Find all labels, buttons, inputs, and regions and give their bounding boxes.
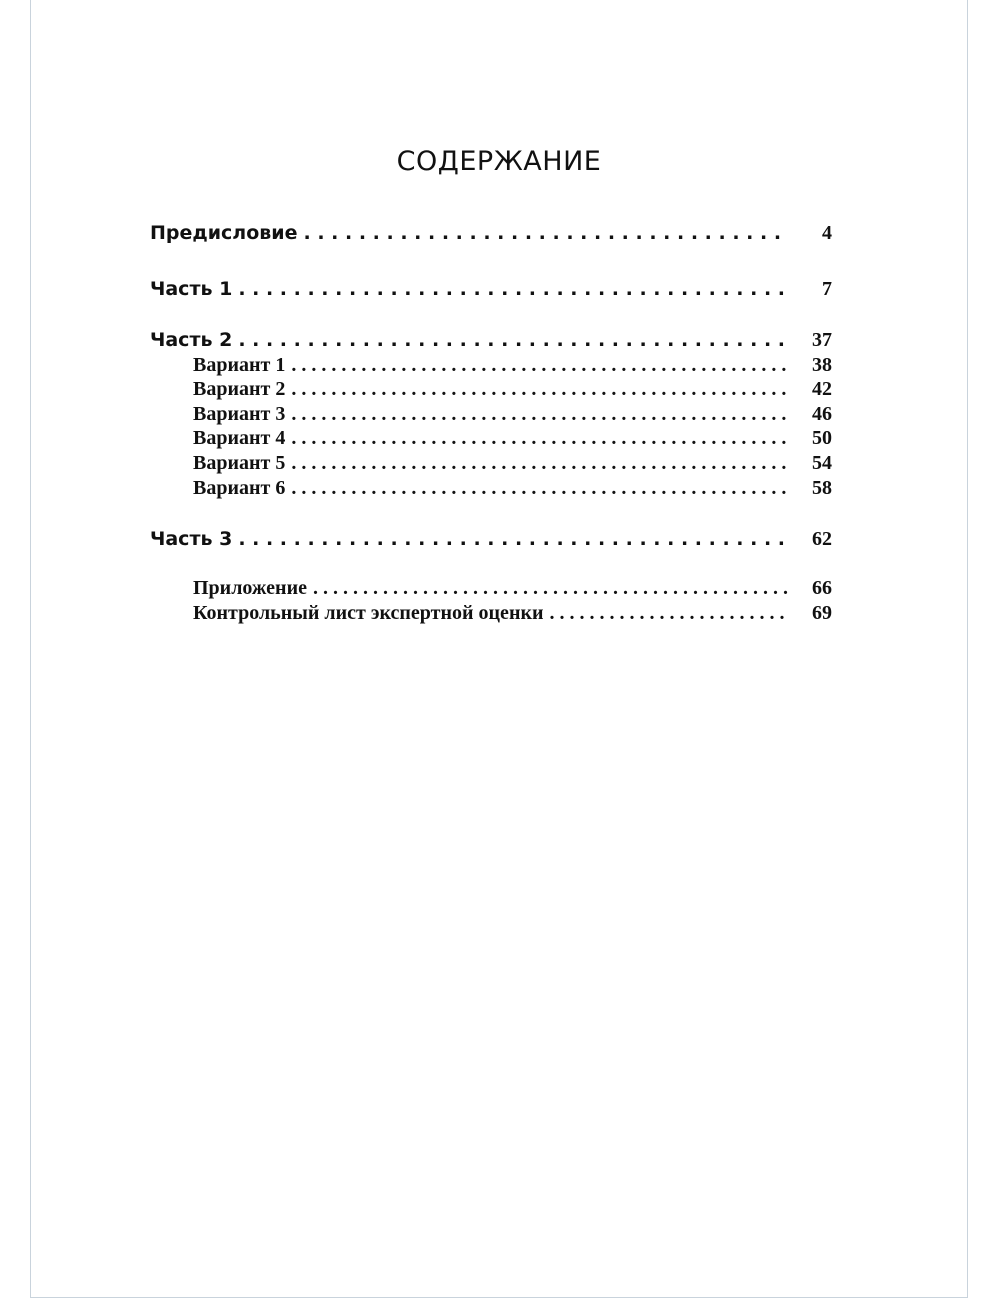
- toc-entry-variant-3: [193, 403, 832, 429]
- dot-leader: [291, 354, 788, 377]
- dot-leader: [313, 577, 788, 600]
- toc-entry-variant-4: [193, 427, 832, 453]
- toc-entry-page: 4: [822, 222, 832, 244]
- dot-leader: [304, 222, 788, 244]
- toc-entry-label: Вариант 6: [193, 477, 286, 499]
- dot-leader: [238, 528, 788, 550]
- toc-entry-label: Предисловие: [150, 222, 298, 244]
- toc-entry-label: Часть 3: [150, 528, 233, 550]
- dot-leader: [291, 378, 788, 401]
- toc-entry-page: 62: [812, 528, 832, 550]
- toc-entry-page: 38: [812, 354, 832, 376]
- toc-entry-variant-1: [193, 354, 832, 380]
- toc-entry-page: 69: [812, 602, 832, 624]
- toc-entry-page: 42: [812, 378, 832, 400]
- toc-entry-preface: [150, 222, 832, 248]
- toc-entry-part-3: [150, 528, 832, 554]
- toc-entry-label: Часть 2: [150, 329, 233, 351]
- dot-leader: [238, 329, 788, 351]
- dot-leader: [291, 403, 788, 426]
- toc-entry-part-2: [150, 329, 832, 355]
- toc-entry-label: Вариант 5: [193, 452, 286, 474]
- dot-leader: [238, 278, 788, 300]
- toc-entry-page: 7: [822, 278, 832, 300]
- toc-entry-label: Часть 1: [150, 278, 233, 300]
- toc-entry-variant-6: [193, 477, 832, 503]
- toc-entry-label: Приложение: [193, 577, 307, 599]
- dot-leader: [291, 477, 788, 500]
- dot-leader: [550, 602, 788, 625]
- toc-entry-page: 66: [812, 577, 832, 599]
- toc-entry-variant-5: [193, 452, 832, 478]
- document-page: [30, 0, 968, 1298]
- toc-entry-label: Вариант 4: [193, 427, 286, 449]
- toc-entry-appendix: [193, 577, 832, 603]
- dot-leader: [291, 452, 788, 475]
- toc-entry-label: Вариант 2: [193, 378, 286, 400]
- page-title: СОДЕРЖАНИЕ: [396, 146, 602, 177]
- dot-leader: [291, 427, 788, 450]
- toc-entry-page: 50: [812, 427, 832, 449]
- toc-entry-label: Вариант 3: [193, 403, 286, 425]
- toc-entry-variant-2: [193, 378, 832, 404]
- toc-entry-page: 54: [812, 452, 832, 474]
- toc-entry-page: 58: [812, 477, 832, 499]
- toc-entry-checklist: [193, 602, 832, 628]
- toc-entry-page: 46: [812, 403, 832, 425]
- toc-entry-part-1: [150, 278, 832, 304]
- toc-entry-page: 37: [812, 329, 832, 351]
- toc-entry-label: Контрольный лист экспертной оценки: [193, 602, 544, 624]
- toc-entry-label: Вариант 1: [193, 354, 286, 376]
